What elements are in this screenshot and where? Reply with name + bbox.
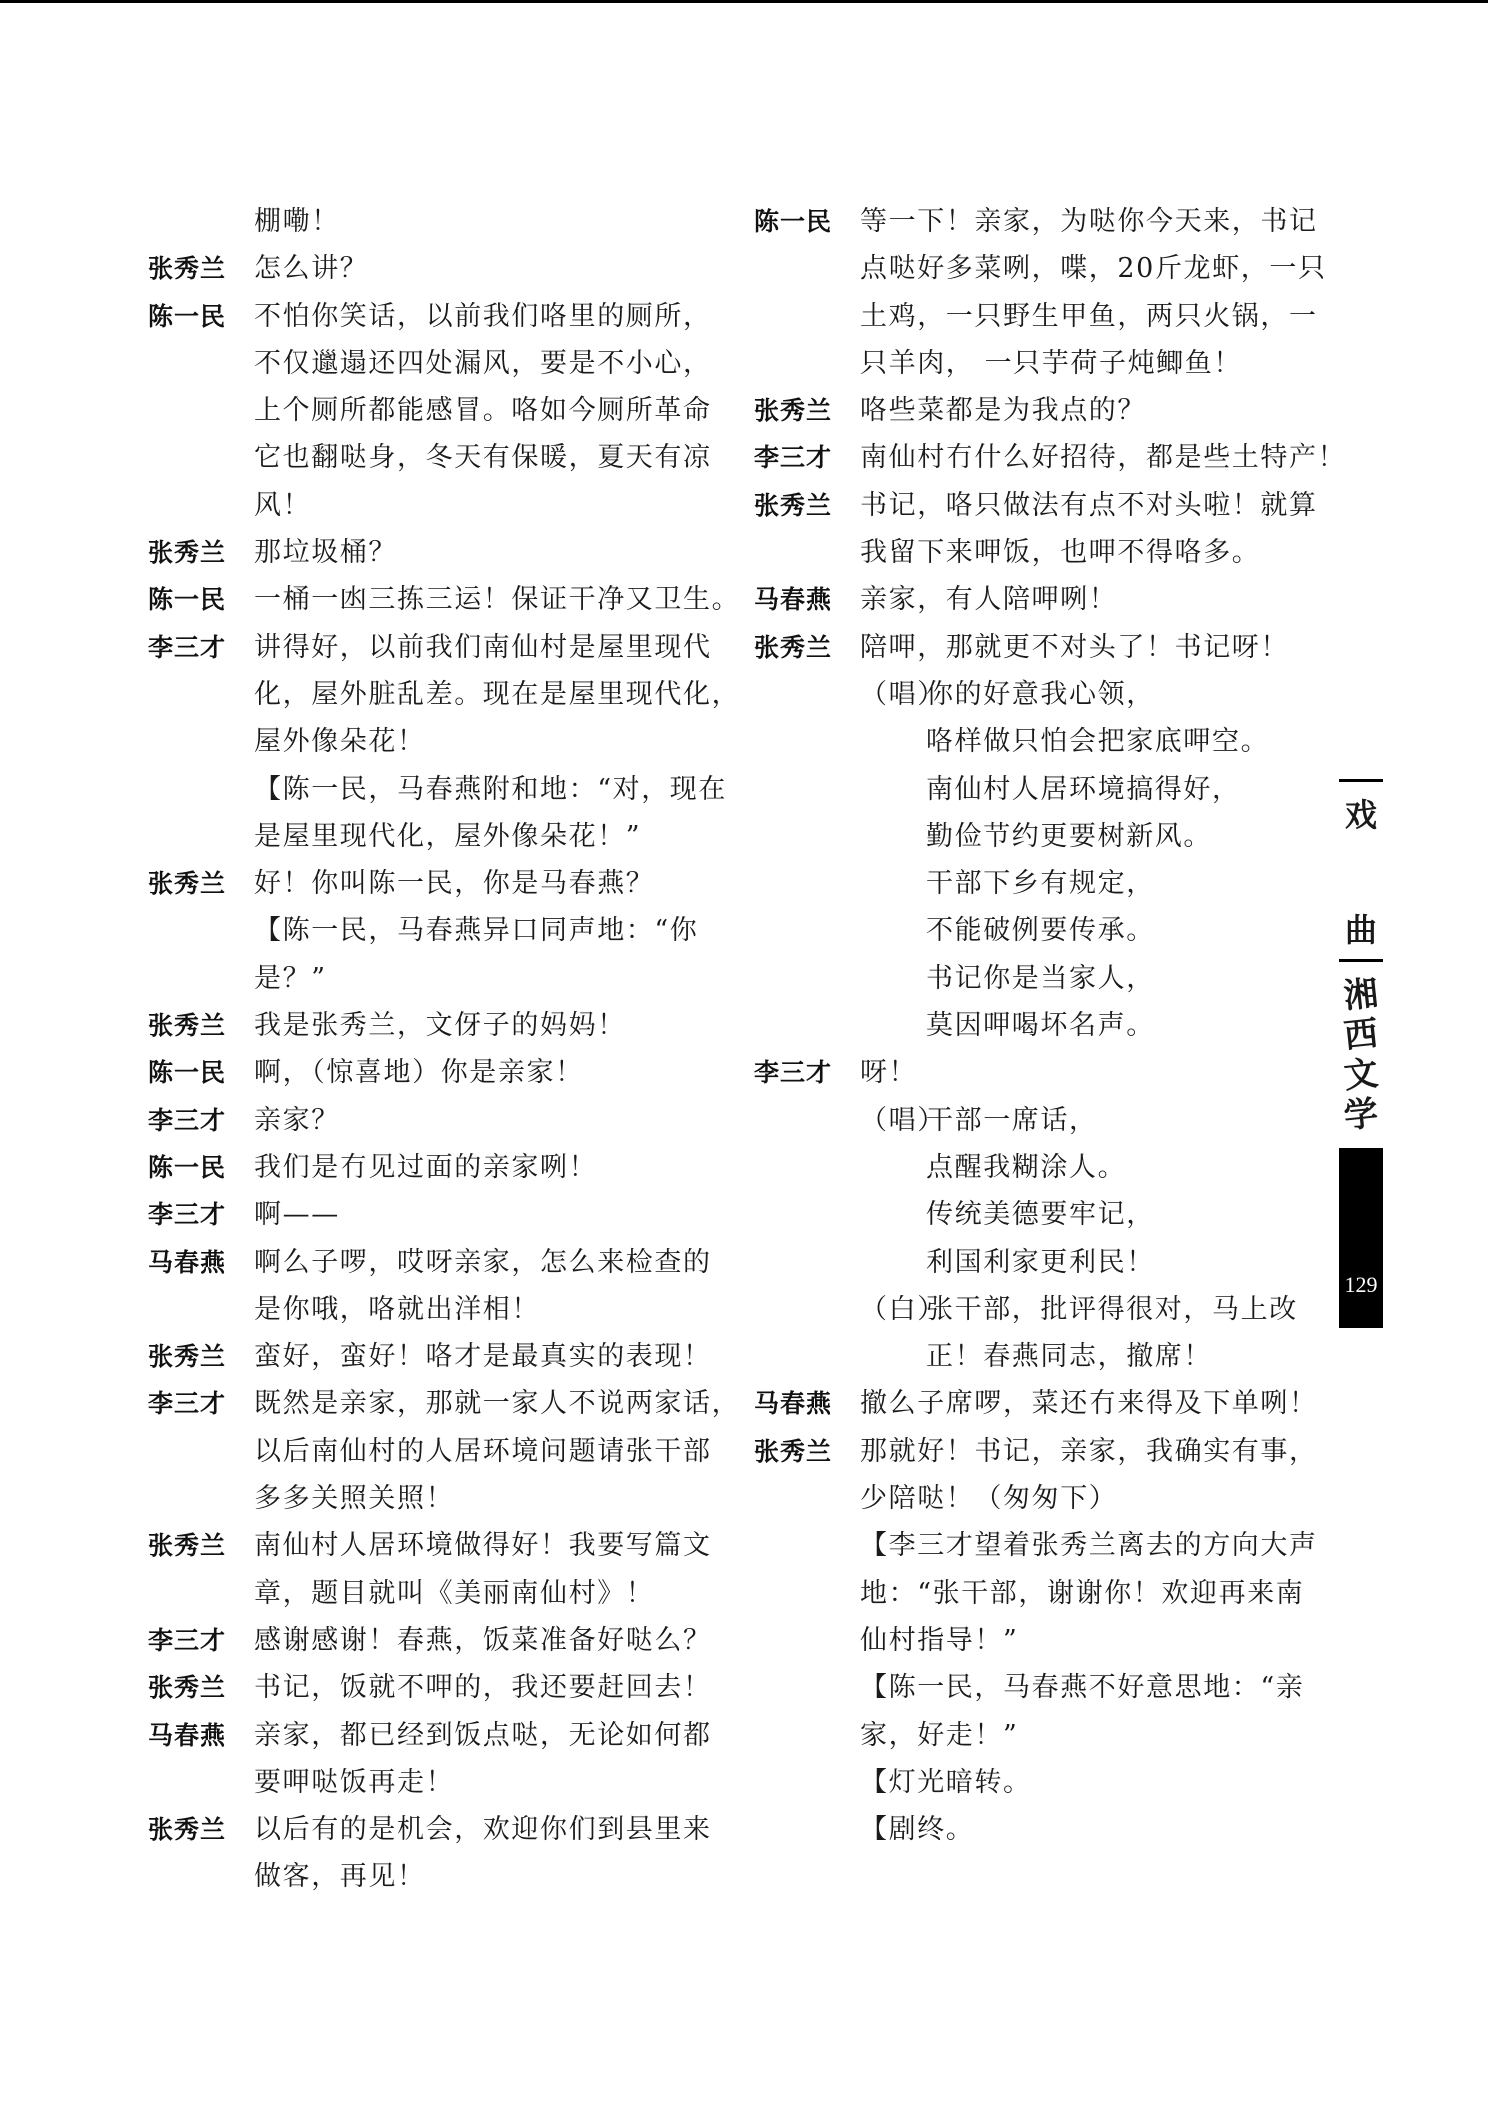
line-text: 不仅邋遢还四处漏风，要是不小心， [254, 347, 712, 379]
speaker-name: 李三才 [148, 1625, 227, 1655]
line-text: 书记你是当家人， [926, 962, 1155, 994]
text-line [754, 387, 1306, 434]
line-text: 【李三才望着张秀兰离去的方向大声 [860, 1530, 1318, 1562]
line-text: 感谢感谢！春燕，饭菜准备好哒么？ [254, 1624, 712, 1656]
speaker-name: 马春燕 [754, 1389, 833, 1419]
logo-glyph: 西 [1342, 1013, 1380, 1057]
text-line [754, 1002, 1306, 1049]
line-text: 你的好意我心领， [926, 678, 1155, 710]
line-text: 一桶一凼三拣三运！保证干净又卫生。 [254, 584, 741, 616]
text-line [754, 813, 1306, 860]
text-line [148, 1002, 693, 1049]
speaker-name: 陈一民 [148, 1058, 227, 1088]
line-text: 【陈一民，马春燕异口同声地：“你 [254, 915, 699, 947]
line-text: 干部一席话， [926, 1104, 1098, 1136]
line-text: 【陈一民，马春燕附和地：“对，现在 [254, 773, 728, 805]
text-line [148, 1239, 712, 1286]
speaker-name: 马春燕 [754, 585, 833, 615]
text-line [754, 293, 1318, 340]
line-text: 棚嘞！ [254, 206, 340, 237]
line-text: 亲家，都已经到饭点哒，无论如何都 [254, 1719, 712, 1751]
text-line [148, 860, 693, 907]
text-line [754, 340, 1306, 387]
text-line [754, 1097, 1306, 1144]
line-text: 那垃圾桶？ [254, 537, 397, 569]
line-text: 是屋里现代化，屋外像朵花！” [254, 820, 642, 852]
line-text: 啊么子啰，哎呀亲家，怎么来检查的 [254, 1246, 712, 1278]
text-line [148, 1853, 693, 1900]
line-text: 啊—— [254, 1199, 340, 1231]
line-text: 不怕你笑话，以前我们咯里的厕所， [254, 300, 712, 332]
line-text: 屋外像朵花！ [254, 726, 426, 758]
line-text: 只羊肉， 一只芋荷子炖鲫鱼！ [860, 347, 1242, 379]
line-text: 南仙村人居环境做得好！我要写篇文 [254, 1530, 712, 1562]
genre-char-2: 曲 [1344, 911, 1377, 949]
text-line [754, 860, 1306, 907]
logo-glyph: 学 [1342, 1093, 1380, 1137]
line-text: 呀！ [860, 1057, 918, 1089]
text-line [754, 1191, 1306, 1238]
text-line [148, 1380, 741, 1427]
text-line [148, 529, 693, 576]
text-line [148, 1428, 712, 1475]
speaker-name: 李三才 [148, 1389, 227, 1419]
side-rule-mid [1339, 959, 1383, 962]
speaker-name: 张秀兰 [148, 1531, 227, 1561]
text-line [754, 1475, 1306, 1522]
line-text: 既然是亲家，那就一家人不说两家话， [254, 1388, 741, 1420]
line-text: 干部下乡有规定， [926, 868, 1155, 900]
line-text: 书记，咯只做法有点不对头啦！就算 [860, 489, 1318, 521]
text-line [754, 1522, 1318, 1569]
line-text: 多多关照关照！ [254, 1483, 455, 1515]
line-text: 【剧终。 [860, 1814, 975, 1846]
speaker-name: 马春燕 [148, 1247, 227, 1277]
speaker-name: 张秀兰 [754, 396, 833, 426]
line-text: 陪呷，那就更不对头了！书记呀！ [860, 631, 1289, 663]
text-line [754, 529, 1306, 576]
page-number-bar [1339, 1148, 1383, 1328]
text-line [754, 766, 1306, 813]
genre-char-1: 戏 [1344, 796, 1377, 834]
page-number: 129 [1344, 1272, 1378, 1297]
text-line [754, 1144, 1306, 1191]
text-line [148, 576, 741, 623]
line-text: 怎么讲？ [254, 253, 369, 285]
line-text: 啊，（惊喜地）你是亲家！ [254, 1057, 584, 1089]
speaker-name: 张秀兰 [148, 254, 227, 284]
line-text: 我们是冇见过面的亲家咧！ [254, 1151, 598, 1183]
line-text: 【灯光暗转。 [860, 1766, 1032, 1798]
text-line [148, 1475, 693, 1522]
line-text: 章，题目就叫《美丽南仙村》！ [254, 1577, 655, 1609]
text-line [754, 198, 1318, 245]
text-line [754, 1664, 1306, 1711]
text-line [754, 718, 1306, 765]
speaker-name: 李三才 [148, 632, 227, 662]
line-text: 点醒我糊涂人。 [926, 1151, 1127, 1183]
speaker-name: 张秀兰 [148, 1673, 227, 1703]
line-text: 风！ [254, 489, 312, 521]
speaker-name: 李三才 [754, 443, 833, 473]
text-line [148, 1191, 693, 1238]
text-line [754, 1617, 1306, 1664]
line-text: 上个厕所都能感冒。咯如今厕所革命 [254, 395, 712, 427]
line-text: 亲家？ [254, 1104, 340, 1136]
stage-tag: （唱） [860, 1104, 946, 1136]
speaker-name: 张秀兰 [148, 869, 227, 899]
line-text: 好！你叫陈一民，你是马春燕？ [254, 868, 655, 900]
logo-glyph: 湘 [1342, 973, 1380, 1017]
speaker-name: 张秀兰 [148, 1342, 227, 1372]
left-text-column [148, 198, 741, 1901]
text-line [148, 1570, 693, 1617]
text-line [754, 576, 1306, 623]
text-line [754, 1239, 1306, 1286]
text-line [754, 907, 1306, 954]
right-text-column [754, 198, 1347, 1853]
line-text: 仙村指导！” [860, 1624, 1019, 1656]
line-text: 要呷哒饭再走！ [254, 1766, 455, 1798]
text-line [148, 198, 693, 245]
stage-tag: （唱） [860, 678, 946, 710]
line-text: 莫因呷喝坏名声。 [926, 1010, 1155, 1042]
text-line [148, 387, 712, 434]
line-text: 撤么子席啰，菜还冇来得及下单咧！ [860, 1388, 1318, 1420]
line-text: 勤俭节约更要树新风。 [926, 820, 1212, 852]
speaker-name: 马春燕 [148, 1720, 227, 1750]
text-line [148, 482, 693, 529]
speaker-name: 陈一民 [148, 1152, 227, 1182]
text-line [754, 671, 1306, 718]
line-text: 地：“张干部，谢谢你！欢迎再来南 [860, 1577, 1305, 1609]
logo-glyph: 文 [1342, 1053, 1380, 1097]
text-line [754, 1428, 1318, 1475]
text-line [148, 766, 728, 813]
text-line [148, 1664, 712, 1711]
speaker-name: 陈一民 [754, 207, 833, 236]
line-text: 张干部，批评得很对，马上改 [926, 1293, 1298, 1325]
top-border-rule [0, 0, 1488, 3]
text-line [148, 1333, 712, 1380]
text-line [754, 482, 1318, 529]
text-line [148, 1759, 693, 1806]
text-line [148, 434, 712, 481]
text-line [148, 1617, 712, 1664]
text-line [148, 1712, 712, 1759]
line-text: 我留下来呷饭，也呷不得咯多。 [860, 537, 1261, 569]
text-line [148, 813, 693, 860]
text-line [148, 1522, 712, 1569]
magazine-logo [1339, 975, 1383, 1135]
speaker-name: 张秀兰 [754, 490, 833, 520]
text-line [148, 718, 693, 765]
text-line [754, 1286, 1306, 1333]
line-text: 是你哦，咯就出洋相！ [254, 1293, 540, 1325]
line-text: 讲得好，以前我们南仙村是屋里现代 [254, 631, 712, 663]
text-line [148, 907, 699, 954]
side-rule-top [1339, 779, 1383, 782]
text-line [754, 1806, 1306, 1853]
text-line [148, 671, 741, 718]
line-text: 不能破例要传承。 [926, 915, 1155, 947]
line-text: 少陪哒！（匆匆下） [860, 1483, 1118, 1515]
text-line [754, 1049, 1306, 1096]
speaker-name: 李三才 [148, 1200, 227, 1230]
line-text: 做客，再见！ [254, 1861, 426, 1893]
text-line [754, 1570, 1306, 1617]
text-line [148, 1097, 693, 1144]
line-text: 是？” [254, 962, 327, 994]
text-line [754, 955, 1306, 1002]
line-text: 以后有的是机会，欢迎你们到县里来 [254, 1814, 712, 1846]
speaker-name: 张秀兰 [148, 1011, 227, 1041]
text-line [754, 1333, 1306, 1380]
line-text: 那就好！书记，亲家，我确实有事， [860, 1435, 1318, 1467]
line-text: 书记，饭就不呷的，我还要赶回去！ [254, 1672, 712, 1704]
text-line [148, 340, 712, 387]
speaker-name: 张秀兰 [148, 538, 227, 568]
speaker-name: 张秀兰 [754, 1436, 833, 1466]
text-line [148, 1144, 693, 1191]
line-text: 我是张秀兰，文伢子的妈妈！ [254, 1010, 626, 1042]
speaker-name: 李三才 [148, 1105, 227, 1135]
text-line [148, 1049, 693, 1096]
line-text: 它也翻哒身，冬天有保暖，夏天有凉 [254, 442, 712, 474]
line-text: 南仙村冇什么好招待，都是些土特产！ [860, 442, 1347, 474]
speaker-name: 张秀兰 [148, 1815, 227, 1845]
line-text: 咯样做只怕会把家底呷空。 [926, 726, 1270, 758]
speaker-name: 李三才 [754, 1058, 833, 1088]
text-line [754, 624, 1306, 671]
text-line [148, 245, 693, 292]
line-text: 正！春燕同志，撤席！ [926, 1341, 1212, 1373]
text-line [754, 1380, 1318, 1427]
text-line [148, 1286, 693, 1333]
speaker-name: 陈一民 [148, 301, 227, 331]
line-text: 传统美德要牢记， [926, 1199, 1155, 1231]
text-line [754, 1759, 1306, 1806]
line-text: 家，好走！” [860, 1719, 1019, 1751]
line-text: 咯些菜都是为我点的？ [860, 395, 1146, 427]
line-text: 亲家，有人陪呷咧！ [860, 584, 1118, 616]
speaker-name: 陈一民 [148, 585, 227, 615]
text-line [148, 293, 712, 340]
text-line [754, 1712, 1306, 1759]
line-text: 等一下！亲家，为哒你今天来，书记 [860, 206, 1318, 237]
line-text: 蛮好，蛮好！咯才是最真实的表现！ [254, 1341, 712, 1373]
stage-tag: （白） [860, 1293, 946, 1325]
line-text: 南仙村人居环境搞得好， [926, 773, 1241, 805]
speaker-name: 张秀兰 [754, 632, 833, 662]
line-text: 土鸡，一只野生甲鱼，两只火锅，一 [860, 300, 1318, 332]
text-line [754, 434, 1347, 481]
line-text: 以后南仙村的人居环境问题请张干部 [254, 1435, 712, 1467]
text-line [754, 245, 1327, 292]
line-text: 利国利家更利民！ [926, 1246, 1155, 1278]
text-line [148, 1806, 712, 1853]
text-line [148, 624, 712, 671]
line-text: 【陈一民，马春燕不好意思地：“亲 [860, 1672, 1305, 1704]
text-line [148, 955, 693, 1002]
line-text: 化，屋外脏乱差。现在是屋里现代化， [254, 678, 741, 710]
line-text: 点哒好多菜咧，喋，20斤龙虾，一只 [860, 253, 1327, 285]
